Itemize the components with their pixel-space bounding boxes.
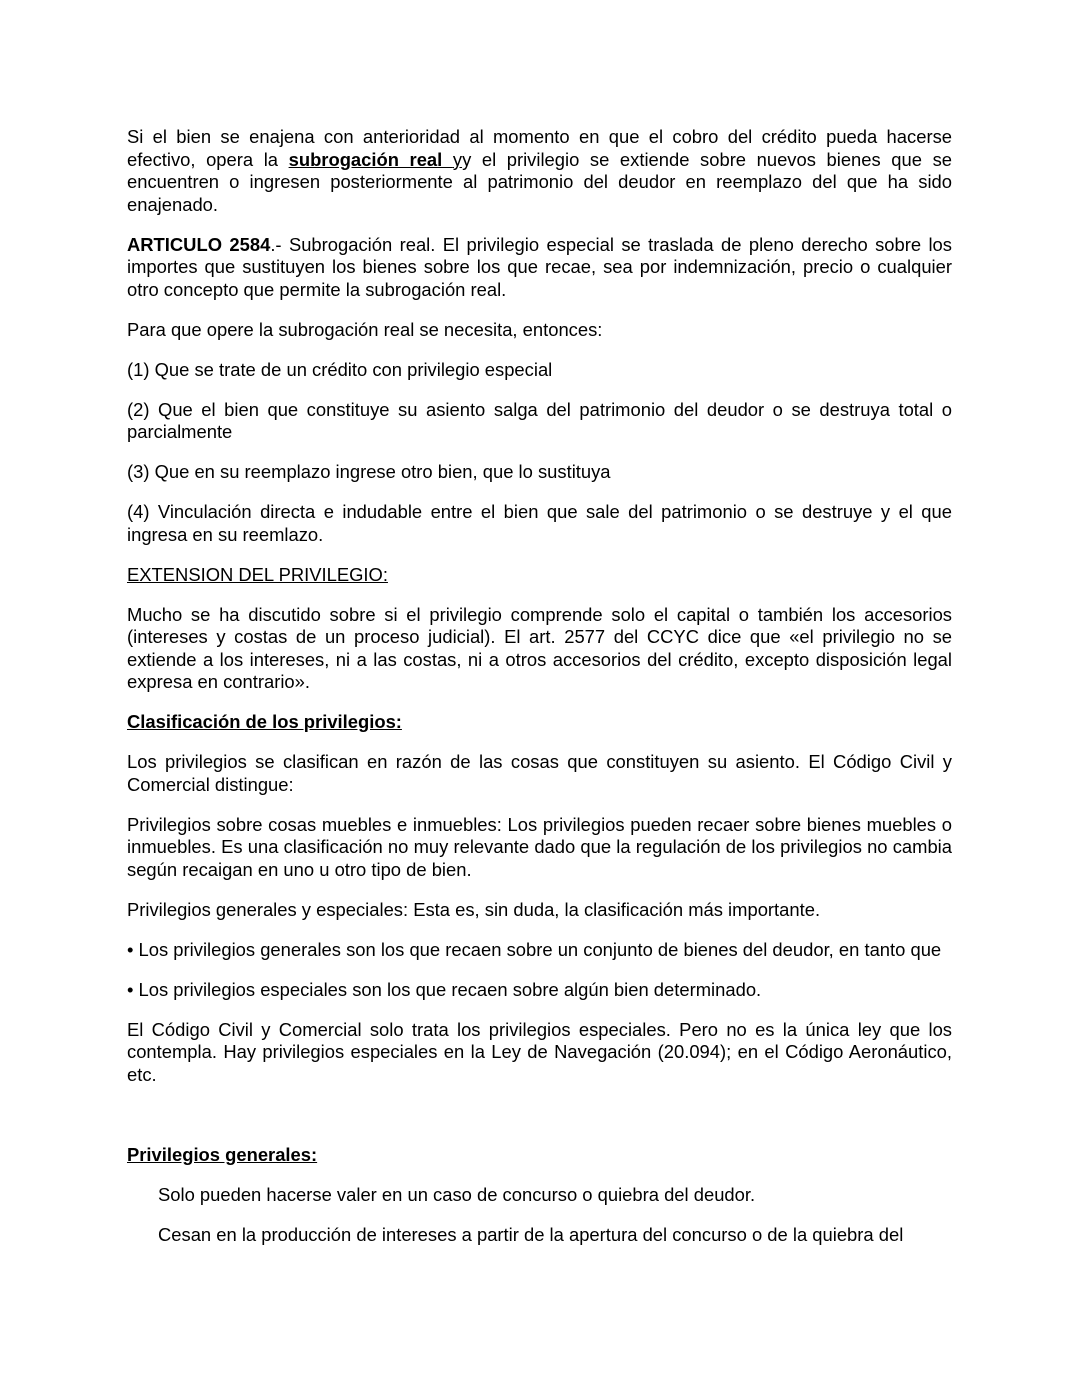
text-span: Si el bien se enajena con anterioridad al momento en que el cobro del crédito pueda hacerse efectivo, opera la [127, 126, 952, 170]
paragraph-extension: Mucho se ha discutido sobre si el privilegio comprende solo el capital o también los accesorios (intereses y costas de un proceso judicial). El art. 2577 del CCYC dice que «el privilegio no se extiende a los intereses, ni a las costas, ni a otros accesorios del crédito, excepto disposición legal expresa en contrario». [127, 603, 952, 692]
heading-privilegios-generales: Privilegios generales: [127, 1143, 318, 1165]
paragraph-requisitos-intro: Para que opere la subrogación real se necesita, entonces: [127, 318, 603, 340]
paragraph-subrogacion-intro [127, 126, 952, 216]
article-label: ARTICULO 2584 [127, 233, 271, 255]
heading-clasificacion: Clasificación de los privilegios: [127, 711, 402, 732]
paragraph-generales-1: Solo pueden hacerse valer en un caso de concurso o quiebra del deudor. [158, 1183, 756, 1205]
paragraph-clasificacion-4: El Código Civil y Comercial solo trata los privilegios especiales. Pero no es la única ley que los contempla. Hay privilegios especiales en la Ley de Navegación (20.094); en el Código Aeronáutico, etc. [127, 1018, 952, 1085]
paragraph-generales-2: Cesan en la producción de intereses a partir de la apertura del concurso o de la quiebra del [158, 1223, 904, 1245]
spacer [127, 1104, 952, 1144]
requirement-item-2: (2) Que el bien que constituye su asiento salga del patrimonio del deudor o se destruya total o parcialmente [127, 398, 952, 442]
document-body [127, 126, 952, 1264]
paragraph-clasificacion-2: Privilegios sobre cosas muebles e inmuebles: Los privilegios pueden recaer sobre bienes muebles o inmuebles. Es una clasificación no muy relevante dado que la regulación de los privilegios no cambia según recaigan en uno u otro tipo de bien. [127, 813, 952, 880]
bullet-item-especiales: • Los privilegios especiales son los que recaen sobre algún bien determinado. [127, 978, 762, 1000]
paragraph-clasificacion-1: Los privilegios se clasifican en razón de las cosas que constituyen su asiento. El Código Civil y Comercial distingue: [127, 751, 952, 795]
bullet-item-generales: • Los privilegios generales son los que recaen sobre un conjunto de bienes del deudor, en tanto que [127, 938, 942, 960]
requirement-item-4: (4) Vinculación directa e indudable entre el bien que sale del patrimonio o se destruye y el que ingresa en su reemlazo. [127, 501, 952, 545]
article-text: .- Subrogación real. El privilegio especial se traslada de pleno derecho sobre los importes que sustituyen los bienes sobre los que recae, sea por indemnización, precio o cualquier otro concepto que permite la subrogación real. [127, 233, 952, 300]
term-subrogacion-real: subrogación real [288, 148, 453, 170]
paragraph-articulo-2584 [127, 234, 952, 302]
paragraph-clasificacion-3: Privilegios generales y especiales: Esta es, sin duda, la clasificación más importante. [127, 898, 821, 920]
heading-extension: EXTENSION DEL PRIVILEGIO: [127, 563, 388, 585]
requirement-item-1: (1) Que se trate de un crédito con privilegio especial [127, 358, 553, 380]
text-span-underlined: y [452, 148, 463, 170]
requirement-item-3: (3) Que en su reemplazo ingrese otro bien, que lo sustituya [127, 461, 611, 482]
text-span: y el privilegio se extiende sobre nuevos bienes que se encuentren o ingresen posteriormente al patrimonio del deudor en reemplazo del que ha sido enajenado. [127, 148, 952, 215]
